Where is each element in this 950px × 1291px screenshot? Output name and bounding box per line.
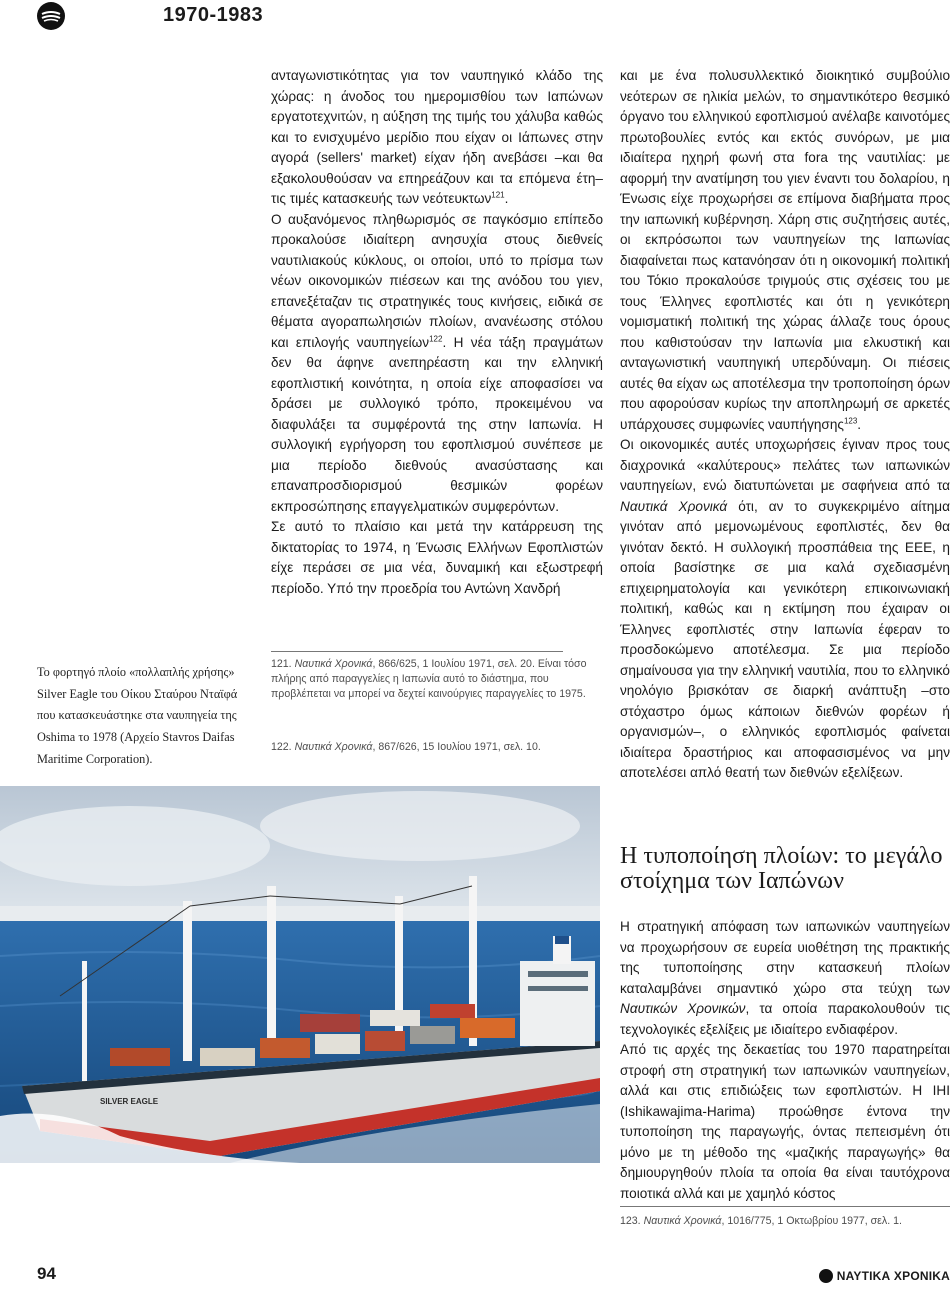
section-heading: Η τυποποίηση πλοίων: το μεγάλο στοίχημα των Ιαπώνων [620,842,943,894]
paragraph: ανταγωνιστικότητας για τον ναυπηγικό κλάδο της χώρας: η άνοδος του ημερομισθίου των Ιαπώνων εργατοτεχνιτών, η αύξηση της τιμής του χάλυβα καθώς και το ενισχυμένο μερίδιο που είχαν οι Ιάπωνες στην αγορά (sellers' market) είχαν ήδη ανεβάσει –και θα εξακολουθούσαν να επηρεάζουν και τα επόμενα έτη– τις τιμές κατασκευής των νεότευκτων$^{121}$. [271,68,603,206]
footnote-divider [620,1206,950,1207]
publication-logo-icon [37,2,65,30]
paragraph: Σε αυτό το πλαίσιο και μετά την κατάρρευση της δικτατορίας το 1974, η Ένωσις Ελλήνων Εφοπλιστών είχε περάσει σε μια νέα, δυναμική και εξωστρεφή περίοδο. Υπό την προεδρία του Αντώνη Χανδρή [271,519,603,596]
paragraph: και με ένα πολυσυλλεκτικό διοικητικό συμβούλιο νεότερων σε ηλικία μελών, το σημαντικότερο θεσμικό όργανο του ελληνικού εφοπλισμού ανέλαβε καινοτόμες πρωτοβουλίες εντός και εκτός συνόρων, με μια ιδιαίτερα ηχηρή φωνή στα fora της ναυτιλίας: με αφορμή την ανατίμηση του γιεν έναντι του δολαρίου, η Ένωσις είχε προχωρήσει σε επίμονα διαβήματα προς την ιαπωνική κυβέρνηση. Χάρη στις συζητήσεις αυτές, οι εκπρόσωποι των ναυπηγείων της Ιαπωνίας διαφαίνεται πως κατανόησαν ότι η οικονομική πολιτική του Τόκιο προκαλούσε τριγμούς στις σχέσεις του με τους Έλληνες εφοπλιστές και ότι η γενικότερη νομισματική πολιτική της χώρας άλλαζε τους όρους που καθιστούσαν την Ιαπωνία μια ελκυστική και ανταγωνιστική ναυπηγική υπερδύναμη. Οι πιέσεις αυτές θα είχαν ως αποτέλεσμα την τροποποίηση όρων που αφορούσαν κυρίως την αποπληρωμή σε αρκετές υπάρχουσες συμφωνίες ναυπήγησης$^{123}$. [620,68,950,432]
body-column-right-section [620,917,950,1204]
paragraph: Οι οικονομικές αυτές υποχωρήσεις έγιναν προς τους διαχρονικά «καλύτερους» πελάτες των ιαπωνικών ναυπηγείων, ενώ διατυπώνεται με σαφήνεια από τα Ναυτικά Χρονικά ότι, αν το συγκεκριμένο αίτημα γινόταν από μεμονωμένους εφοπλιστές, δεν θα γινόταν δεκτό. Η συλλογική προσπάθεια της ΕΕΕ, η οποία βασίστηκε σε μια καλά σχεδιασμένη επιχειρηματολογία και γενικότερη επικοινωνιακή πολιτική, καθώς και η εκτίμηση που έχαιραν οι Έλληνες εφοπλιστές στην Ιαπωνία έφεραν το προσδοκώμενο αποτέλεσμα. Σε μια περίοδο σημαίνουσα για την ελληνική ναυτιλία, που το ελληνικό νηολόγιο βρισκόταν σε διαρκή ανάπτυξη –στο στόχαστρο όμως κάποιων διεθνών φορέων ή οργανισμών–, ο ελληνικός εφοπλισμός φαίνεται ιδιαίτερα δραστήριος και αποφασισμένος να μην αποτελέσει απλό θεατή των διεθνών εξελίξεων. [620,437,950,780]
body-column-right [620,66,950,784]
body-column-middle [271,66,603,599]
chapter-era-title: 1970-1983 [163,4,264,26]
brand-logo-icon [819,1269,833,1283]
footnote-ref[interactable]: 122 [429,333,443,343]
photo-caption: Το φορτηγό πλοίο «πολλαπλής χρήσης» Silver Eagle του Οίκου Σταύρου Νταϊφά που κατασκευάστηκε στα ναυπηγεία της Oshima το 1978 (Αρχείο Stavros Daifas Maritime Corporation). [37,665,238,766]
ship-hull-name: SILVER EAGLE [100,1097,159,1106]
ship-photo [0,786,600,1163]
footnote-122: 122. Ναυτικά Χρονικά, 867/626, 15 Ιουλίου 1971, σελ. 10. [271,741,541,753]
paragraph: Ο αυξανόμενος πληθωρισμός σε παγκόσμιο επίπεδο προκαλούσε ιδιαίτερη ανησυχία στους διεθνείς ναυτιλιακούς κύκλους, οι οποίοι, υπό το πρίσμα των νέων οικονομικών πιέσεων και της ανόδου του γιεν, επανεξέταζαν τις στρατηγικές τους κινήσεις, ειδικά σε θέματα αγοραπωλησιών πλοίων, ανανέωσης στόλου και επιλογής ναυπηγείων$^{122}$. Η νέα τάξη πραγμάτων δεν θα άφηνε ανεπηρέαστη και την ελληνική εφοπλιστική κοινότητα, η οποία είχε αποφασίσει να δράσει με συλλογικό τρόπο, προκειμένου να διαφυλάξει τα συμφέροντά της στην Ιαπωνία. Η συλλογική εγρήγορση του εφοπλισμού συνέπεσε με μια περίοδο διεθνούς ανασύστασης και επαναπροσδιορισμού θεσμικών φορέων εκπροσώπησης επαγγελματικών συμφερόντων. [271,211,603,514]
paragraph: Η στρατηγική απόφαση των ιαπωνικών ναυπηγείων να προχωρήσουν σε ευρεία υιοθέτηση της πρακτικής της τυποποίησης στην κατασκευή πλοίων καταλαμβάνει σημαντικό χώρο στα τεύχη των Ναυτικών Χρονικών, τα οποία παρακολουθούν τις τεχνολογικές εξελίξεις με ιδιαίτερο ενδιαφέρον. [620,919,950,1037]
footnote-ref[interactable]: 121 [491,190,505,200]
brand-label: ΝΑΥΤΙΚΑ ΧΡΟΝΙΚΑ [836,1269,950,1283]
paragraph: Από τις αρχές της δεκαετίας του 1970 παρατηρείται στροφή στη στρατηγική των ιαπωνικών ναυπηγείων, αλλά και στις επιδιώξεις των εφοπλιστών. Η IHI (Ishikawajima-Harima) προώθησε έντονα την τυποποίηση της παραγωγής, όντας πεπεισμένη ότι μόνο με τη μέθοδο της «μαζικής παραγωγής» θα δημιουργηθούν πλοία τα οποία θα είναι ταυτόχρονα ποιοτικά αλλά και με χαμηλό κόστος [620,1042,950,1201]
page-number: 94 [37,1264,56,1283]
footnote-121: 121. Ναυτικά Χρονικά, 866/625, 1 Ιουλίου 1971, σελ. 20. Είναι τόσο πλήρης από παραγγελίες η Ιαπωνία αυτό το διάστημα, που προβλέπεται να μπορεί να δεχτεί καινούργιες παραγγελίες το 1975. [271,658,587,700]
footnote-ref[interactable]: 123 [843,415,858,425]
publication-brand [819,1269,950,1283]
footnote-divider [271,651,563,652]
footnote-123: 123. Ναυτικά Χρονικά, 1016/775, 1 Οκτωβρίου 1977, σελ. 1. [620,1215,902,1227]
